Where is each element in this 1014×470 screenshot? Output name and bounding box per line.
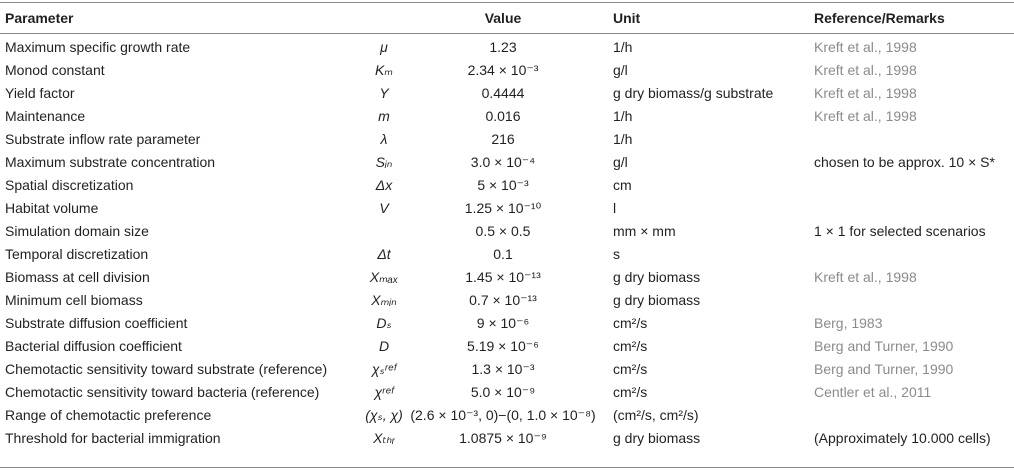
row-symbol: V: [379, 200, 389, 216]
table-row: [0, 312, 1014, 335]
row-unit: g dry biomass/g substrate: [613, 85, 774, 101]
row-unit: g dry biomass: [613, 269, 701, 285]
header-reference: Reference/Remarks: [814, 10, 945, 26]
row-parameter: Simulation domain size: [5, 223, 149, 239]
row-parameter: Minimum cell biomass: [5, 292, 143, 308]
row-symbol: μ: [380, 39, 388, 55]
row-reference: Kreft et al., 1998: [814, 62, 917, 78]
row-unit: cm: [613, 177, 632, 193]
table-row: [0, 174, 1014, 197]
table-row: [0, 105, 1014, 128]
row-symbol: Kₘ: [374, 62, 394, 78]
table-row: [0, 151, 1014, 174]
row-symbol: Sᵢₙ: [375, 154, 393, 170]
row-parameter: Monod constant: [5, 62, 105, 78]
row-symbol: Xₘₐₓ: [369, 269, 399, 285]
row-reference: Berg and Turner, 1990: [814, 338, 954, 354]
row-reference: 1 × 1 for selected scenarios: [814, 223, 986, 239]
bottom-rule: [0, 467, 1014, 468]
row-symbol: [350, 220, 418, 243]
row-reference: chosen to be approx. 10 × S*: [814, 154, 995, 170]
row-unit: mm × mm: [613, 223, 676, 239]
row-reference: Centler et al., 2011: [814, 384, 932, 400]
table-row: [0, 36, 1014, 59]
row-parameter: Spatial discretization: [5, 177, 134, 193]
row-reference: Kreft et al., 1998: [814, 39, 917, 55]
row-symbol: Y: [379, 85, 389, 101]
row-value: 1.45 × 10⁻¹³: [465, 269, 541, 285]
table-row: [0, 197, 1014, 220]
row-unit: 1/h: [613, 39, 633, 55]
row-reference: (Approximately 10.000 cells): [814, 430, 991, 446]
row-symbol: Xₘᵢₙ: [371, 292, 397, 308]
row-symbol: Xₜₕᵣ: [373, 430, 395, 446]
row-parameter: Bacterial diffusion coefficient: [5, 338, 182, 354]
table-row: [0, 243, 1014, 266]
table-row: [0, 289, 1014, 312]
row-unit: g/l: [613, 154, 628, 170]
row-unit: g dry biomass: [613, 430, 701, 446]
top-rule: [0, 2, 1014, 3]
row-value: 2.34 × 10⁻³: [467, 62, 539, 78]
row-reference: Kreft et al., 1998: [814, 85, 917, 101]
row-symbol: Δt: [377, 246, 391, 262]
row-parameter: Chemotactic sensitivity toward bacteria (reference): [5, 384, 320, 400]
header-parameter: Parameter: [5, 10, 74, 26]
row-unit: cm²/s: [613, 338, 648, 354]
row-value: 0.5 × 0.5: [475, 223, 531, 239]
table-row: [0, 220, 1014, 243]
row-value: 0.7 × 10⁻¹³: [469, 292, 537, 308]
row-symbol: χʳᵉᶠ: [374, 384, 394, 400]
row-unit: cm²/s: [613, 315, 648, 331]
row-parameter: Substrate inflow rate parameter: [5, 131, 201, 147]
row-parameter: Maintenance: [5, 108, 86, 124]
row-unit: 1/h: [613, 108, 633, 124]
row-parameter: Habitat volume: [5, 200, 99, 216]
row-parameter: Biomass at cell division: [5, 269, 150, 285]
table-row: [0, 266, 1014, 289]
row-value: 5.0 × 10⁻⁹: [470, 384, 536, 400]
row-symbol: Dₛ: [376, 315, 392, 331]
row-unit: g/l: [613, 62, 628, 78]
table-row: [0, 335, 1014, 358]
row-value: 216: [491, 131, 515, 147]
row-unit: l: [613, 200, 617, 216]
table-row: [0, 404, 1014, 427]
row-reference: Berg, 1983: [814, 315, 883, 331]
row-symbol: Δx: [375, 177, 393, 193]
row-reference: Kreft et al., 1998: [814, 108, 917, 124]
row-parameter: Range of chemotactic preference: [5, 407, 212, 423]
table-row: [0, 59, 1014, 82]
row-symbol: m: [378, 108, 390, 124]
row-value: 0.1: [493, 246, 513, 262]
row-symbol: χₛʳᵉᶠ: [371, 361, 397, 377]
row-value: 1.0875 × 10⁻⁹: [459, 430, 547, 446]
row-value: 0.016: [485, 108, 521, 124]
row-value: 5.19 × 10⁻⁶: [467, 338, 539, 354]
row-parameter: Threshold for bacterial immigration: [5, 430, 221, 446]
header-value: Value: [484, 10, 522, 26]
header-unit: Unit: [613, 10, 641, 26]
row-parameter: Temporal discretization: [5, 246, 149, 262]
table-row: [0, 82, 1014, 105]
row-value: 5 × 10⁻³: [477, 177, 529, 193]
row-symbol: λ: [380, 131, 388, 147]
row-unit: (cm²/s, cm²/s): [613, 407, 699, 423]
row-unit: cm²/s: [613, 361, 648, 377]
row-parameter: Yield factor: [5, 85, 75, 101]
row-parameter: Maximum substrate concentration: [5, 154, 216, 170]
row-parameter: Maximum specific growth rate: [5, 39, 191, 55]
row-unit: 1/h: [613, 131, 633, 147]
row-value: (2.6 × 10⁻³, 0)−(0, 1.0 × 10⁻⁸): [410, 407, 596, 423]
table-row: [0, 358, 1014, 381]
header-rule: [0, 33, 1014, 34]
row-value: 3.0 × 10⁻⁴: [470, 154, 536, 170]
row-value: 0.4444: [481, 85, 525, 101]
row-unit: g dry biomass: [613, 292, 701, 308]
row-value: 1.23: [489, 39, 517, 55]
row-reference: Berg and Turner, 1990: [814, 361, 954, 377]
row-parameter: Substrate diffusion coefficient: [5, 315, 188, 331]
table-body: [0, 36, 1014, 450]
row-unit: s: [613, 246, 620, 262]
table-row: [0, 381, 1014, 404]
table-row: [0, 128, 1014, 151]
row-value: 1.25 × 10⁻¹⁰: [464, 200, 542, 216]
row-unit: cm²/s: [613, 384, 648, 400]
row-reference: Kreft et al., 1998: [814, 269, 917, 285]
table-row: [0, 427, 1014, 450]
row-symbol: D: [378, 338, 390, 354]
row-value: 9 × 10⁻⁶: [476, 315, 530, 331]
row-value: 1.3 × 10⁻³: [471, 361, 535, 377]
row-parameter: Chemotactic sensitivity toward substrate (reference): [5, 361, 328, 377]
row-symbol: (χₛ, χ): [365, 407, 403, 423]
